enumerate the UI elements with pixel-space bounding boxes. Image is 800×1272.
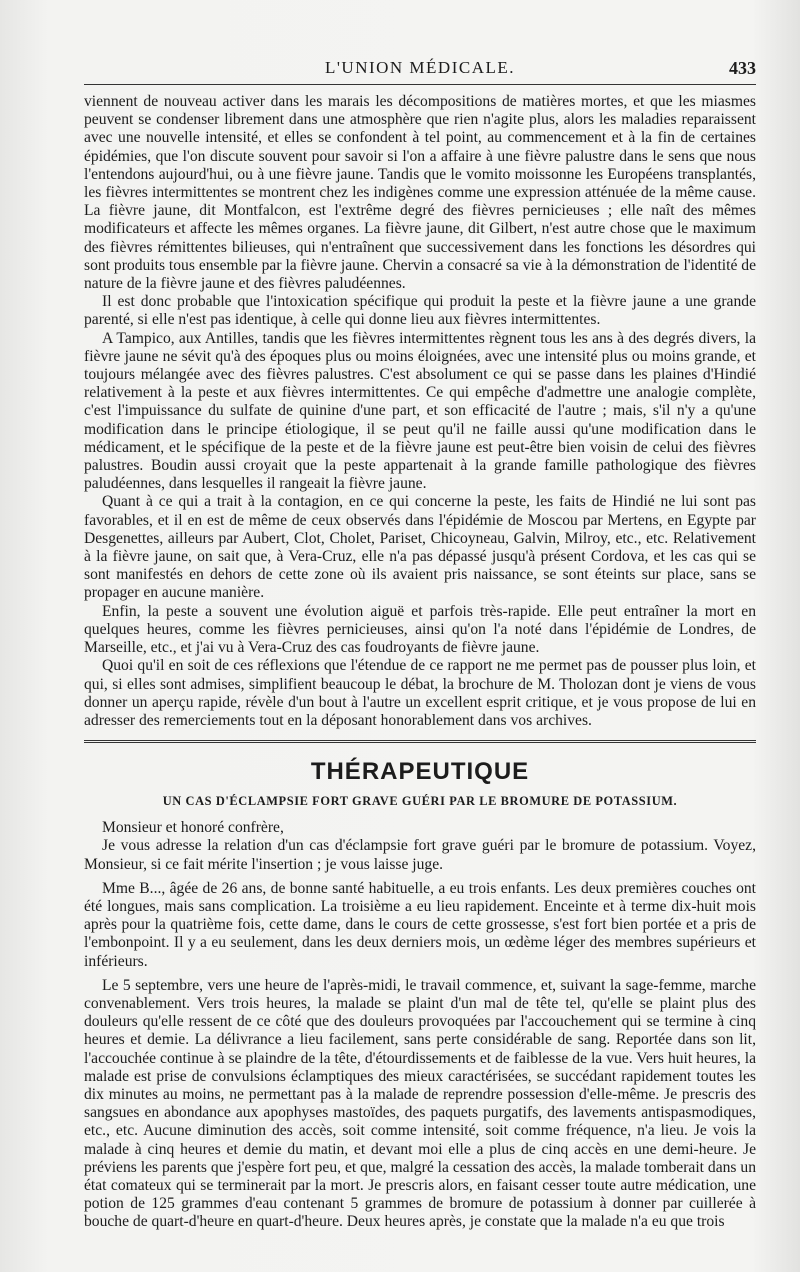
header-rule: [84, 84, 756, 85]
body-paragraph: Quant à ce qui a trait à la contagion, en ce qui concerne la peste, les faits de Hindié ne lui sont pas favorables, et il en est de même de ceux observés dans l'épidémie de Moscou par Mertens, en Egypte par Desgenettes, ailleurs par Aubert, Clot, Cholet, Pariset, Chicoyneau, Galvin, Milroy, etc., etc. Relativement à la fièvre jaune, on sait que, à Vera-Cruz, elle n'a pas dépassé jusqu'à présent Cordova, et les cas qui se sont manifestés en dehors de cette zone où ils avaient pris naissance, se sont éteints sur place, sans se propager en aucune manière.: [84, 493, 756, 602]
article-paragraph: Le 5 septembre, vers une heure de l'après-midi, le travail commence, et, suivant la sage-femme, marche convenablement. Vers trois heures, la malade se plaint d'un mal de tête tel, qu'elle se plaint plus des douleurs qu'elle ressent de ce côté que des douleurs provoquées par l'accouchement qui se termine à cinq heures et demie. La délivrance a lieu facilement, sans perte considérable de sang. Reportée dans son lit, l'accouchée continue à se plaindre de la tête, d'étourdissements et de faiblesse de la vue. Vers huit heures, la malade est prise de convulsions éclamptiques des mieux caractérisées, se succédant rapidement toutes les dix minutes au moins, ne permettant pas à la malade de reprendre possession d'elle-même. Je prescris des sangsues en abondance aux apophyses mastoïdes, des paquets purgatifs, des lavements antispasmodiques, etc., etc. Aucune diminution des accès, soit comme intensité, soit comme fréquence, n'a lieu. Je vois la malade à cinq heures et demie du matin, et devant moi elle a plus de cinq accès en une demi-heure. Je préviens les parents que j'espère fort peu, et que, malgré la cessation des accès, la malade tomberait dans un état comateux qui se terminerait par la mort. Je prescris alors, en faisant cesser toute autre médication, une potion de 125 grammes d'eau contenant 5 grammes de bromure de potassium à donner par cuillerée à bouche de quart-d'heure en quart-d'heure. Deux heures après, je constate que la malade n'a eu que trois: [84, 976, 756, 1231]
body-paragraph: Il est donc probable que l'intoxication spécifique qui produit la peste et la fièvre jaune a une grande parenté, si elle n'est pas identique, à celle qui donne lieu aux fièvres intermittentes.: [84, 293, 756, 329]
body-paragraph: viennent de nouveau activer dans les marais les décompositions de matières mortes, et que les miasmes peuvent se condenser librement dans une atmosphère que rien n'agite plus, alors les maladies reparaissent avec une nouvelle intensité, et elles se confondent à tel point, au commencement et à la fin de certaines épidémies, que l'on discute souvent pour savoir si l'on a affaire à une fièvre palustre dans le sens que nous l'entendons aujourd'hui, ou à une fièvre jaune. Tandis que le vomito moissonne les Européens transplantés, les fièvres intermittentes se montrent chez les indigènes comme une expression atténuée de la même cause. La fièvre jaune, dit Montfalcon, est l'extrême degré des fièvres pernicieuses ; elle naît des mêmes modificateurs et affecte les mêmes organes. La fièvre jaune, dit Gilbert, n'est autre chose que le maximum des fièvres rémittentes bilieuses, qui n'entraînent que successivement dans les fonctions les désordres qui sont produits tous ensemble par la fièvre jaune. Chervin a consacré sa vie à la démonstration de l'identité de nature de la fièvre jaune et des fièvres paludéennes.: [84, 93, 756, 293]
body-paragraph: Enfin, la peste a souvent une évolution aiguë et parfois très-rapide. Elle peut entraîner la mort en quelques heures, comme les fièvres pernicieuses, ainsi qu'on l'a noté dans l'épidémie de Londres, de Marseille, etc., et j'ai vu à Vera-Cruz des cas foudroyants de fièvre jaune.: [84, 602, 756, 657]
body-paragraph: A Tampico, aux Antilles, tandis que les fièvres intermittentes règnent tous les ans à des degrés divers, la fièvre jaune ne sévit qu'à des époques plus ou moins éloignées, avec une intensité plus ou moins grande, et toujours mélangée avec des fièvres palustres. C'est absolument ce qui se passe dans les plaines d'Hindié relativement à la peste et aux fièvres intermittentes. Ce qui empêche d'admettre une analogie complète, c'est l'impuissance du sulfate de quinine d'une part, et son efficacité de l'autre ; mais, s'il n'y a qu'une modification dans le principe étiologique, il se peut qu'il ne faille aussi qu'une modification dans le médicament, et le spécifique de la peste et de la fièvre jaune est peut-être bien voisin de celui des fièvres palustres. Boudin aussi croyait que la peste appartenait à la grande famille pathologique des fièvres paludéennes, dans lesquelles il rangeait la fièvre jaune.: [84, 329, 756, 493]
section-divider: [84, 740, 756, 746]
page-header: [84, 50, 756, 84]
salutation: Monsieur et honoré confrère,: [102, 819, 284, 837]
article-title: UN CAS D'ÉCLAMPSIE FORT GRAVE GUÉRI PAR LE BROMURE DE POTASSIUM.: [162, 794, 678, 809]
article-paragraph: Je vous adresse la relation d'un cas d'éclampsie fort grave guéri par le bromure de potassium. Voyez, Monsieur, si ce fait mérite l'insertion ; je vous laisse juge.: [84, 837, 756, 873]
page-number: 433: [729, 58, 756, 78]
running-title: L'UNION MÉDICALE.: [324, 58, 516, 77]
article-paragraph: Mme B..., âgée de 26 ans, de bonne santé habituelle, a eu trois enfants. Les deux premières couches ont été longues, mais sans complication. La troisième a eu lieu rapidement. Enceinte et à terme dix-huit mois après pour la quatrième fois, cette dame, dans le cours de cette grossesse, s'est fort bien portée et a pris de l'embonpoint. Il y a eu seulement, dans les deux derniers mois, un œdème léger des membres supérieurs et inférieurs.: [84, 879, 756, 970]
section-title: THÉRAPEUTIQUE: [310, 758, 530, 786]
body-paragraph: Quoi qu'il en soit de ces réflexions que l'étendue de ce rapport ne me permet pas de pousser plus loin, et qui, si elles sont admises, simplifient beaucoup le débat, la brochure de M. Tholozan dont je viens de vous donner un aperçu rapide, révèle d'un bout à l'autre un excellent esprit critique, et je vous propose de lui en adresser des remerciements tout en la déposant honorablement dans vos archives.: [84, 657, 756, 729]
